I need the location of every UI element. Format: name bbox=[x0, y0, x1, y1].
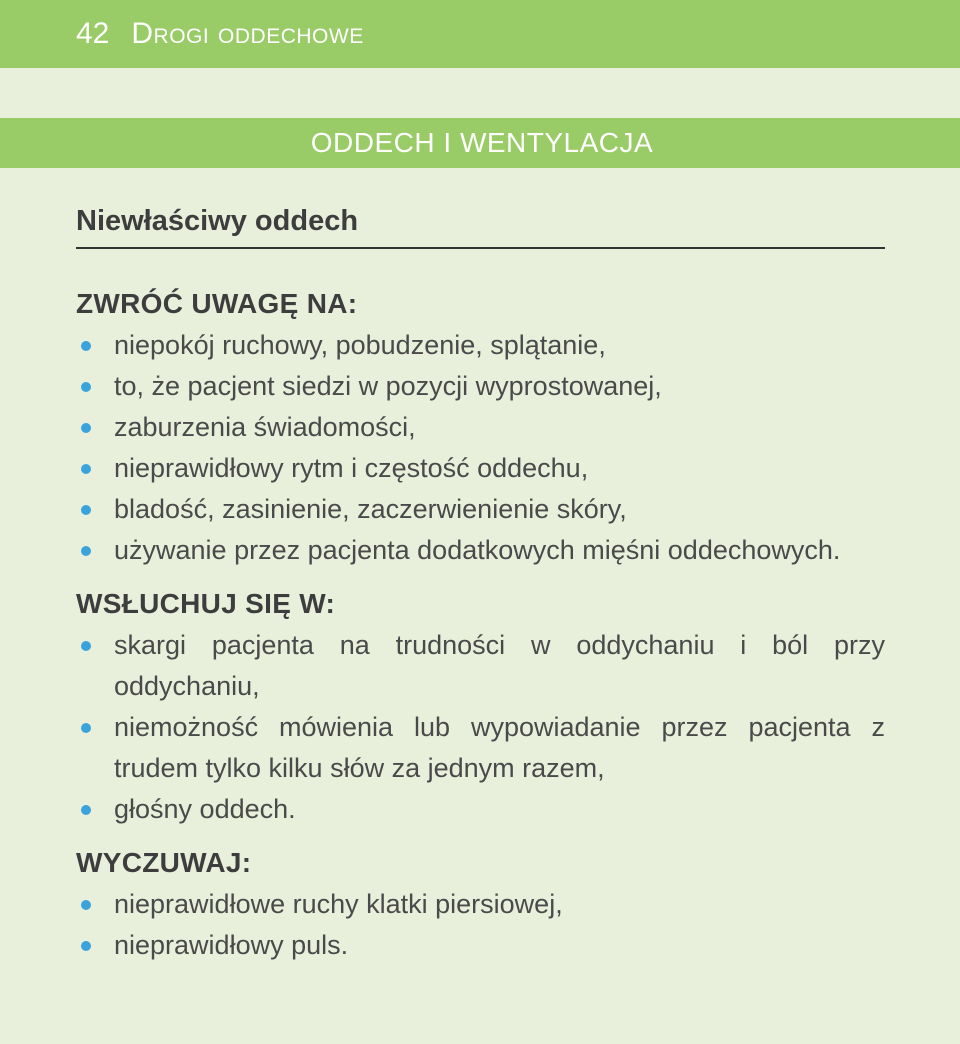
chapter-title: Drogi oddechowe bbox=[131, 17, 364, 50]
list-item: głośny oddech. bbox=[76, 789, 885, 830]
group-observe bbox=[76, 283, 885, 571]
group-feel bbox=[76, 842, 885, 966]
bullet-list bbox=[76, 625, 885, 830]
section-banner bbox=[0, 118, 960, 168]
list-item: nieprawidłowy puls. bbox=[76, 925, 885, 966]
list-item: niepokój ruchowy, pobudzenie, splątanie, bbox=[76, 325, 885, 366]
page-number: 42 bbox=[76, 17, 110, 50]
group-heading: WYCZUWAJ: bbox=[76, 847, 252, 878]
list-item: to, że pacjent siedzi w pozycji wyprostowanej, bbox=[76, 366, 885, 407]
group-listen bbox=[76, 583, 885, 830]
group-heading: ZWRÓĆ UWAGĘ NA: bbox=[76, 288, 358, 319]
page-header bbox=[0, 0, 960, 68]
list-item: niemożność mówienia lub wypowiadanie przez pacjenta z trudem tylko kilku słów za jednym razem, bbox=[76, 707, 885, 789]
subheading: Niewłaściwy oddech bbox=[76, 205, 885, 249]
bullet-list bbox=[76, 325, 885, 571]
content-body bbox=[76, 283, 885, 966]
list-item: nieprawidłowy rytm i częstość oddechu, bbox=[76, 448, 885, 489]
list-item: bladość, zasinienie, zaczerwienienie skóry, bbox=[76, 489, 885, 530]
group-heading: WSŁUCHUJ SIĘ W: bbox=[76, 588, 336, 619]
list-item: skargi pacjenta na trudności w oddychaniu i ból przy oddychaniu, bbox=[76, 625, 885, 707]
section-title: ODDECH I WENTYLACJA bbox=[310, 127, 654, 158]
bullet-list bbox=[76, 884, 885, 966]
list-item: używanie przez pacjenta dodatkowych mięśni oddechowych. bbox=[76, 530, 885, 571]
list-item: nieprawidłowe ruchy klatki piersiowej, bbox=[76, 884, 885, 925]
list-item: zaburzenia świadomości, bbox=[76, 407, 885, 448]
